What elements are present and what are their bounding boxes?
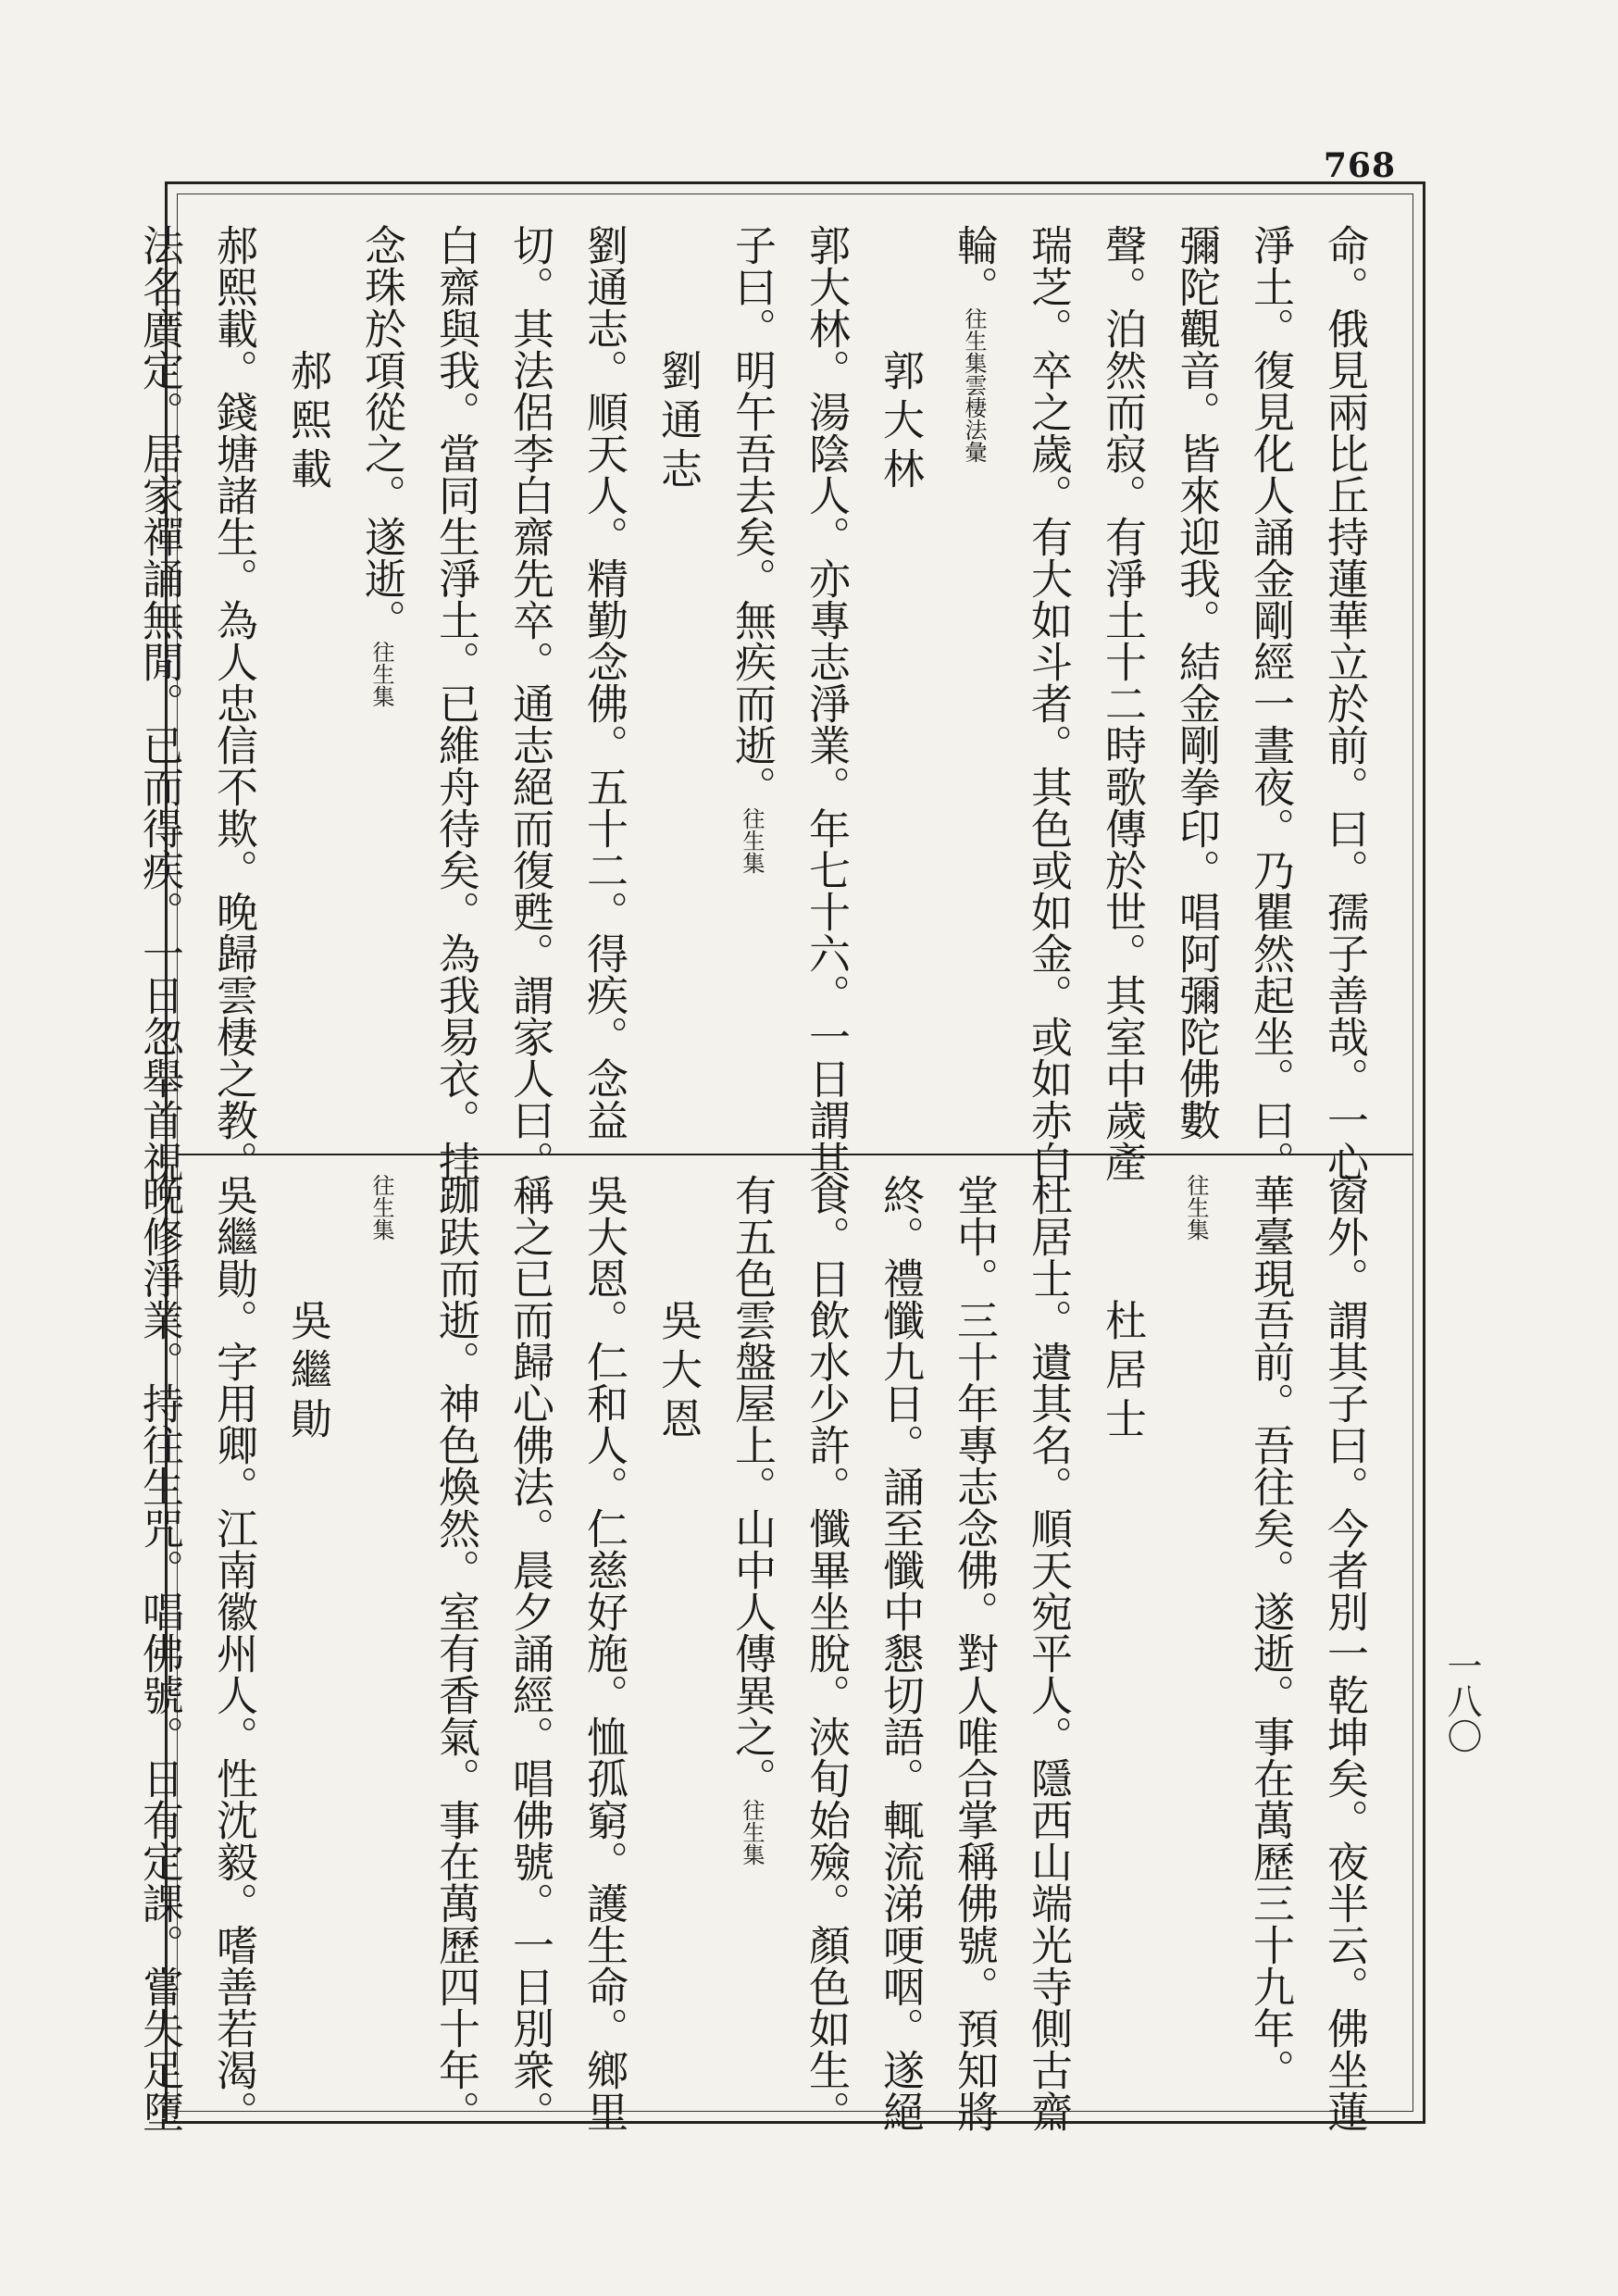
text-column	[789, 1174, 863, 2132]
entry-heading	[641, 224, 715, 1143]
column-text: 晚修淨業。持往生咒。唱佛號。日有定課。嘗失足墮	[135, 1174, 184, 2132]
column-text: 華臺現吾前。吾往矣。遂逝。事在萬歷三十九年。	[1246, 1174, 1295, 2090]
column-text: 念珠於項從之。遂逝。	[357, 224, 406, 641]
text-column	[715, 1174, 789, 2116]
text-column	[937, 224, 1011, 1143]
column-text: 杜居士。遺其名。順天宛平人。隱西山端光寺側古齋	[1024, 1174, 1073, 2132]
source-note: 往生集	[1183, 1174, 1209, 1241]
column-text: 劉通志。順天人。精勤念佛。五十二。得疾。念益	[579, 224, 629, 1141]
inner-border	[135, 193, 1413, 2132]
text-column	[122, 1174, 196, 2132]
column-text: 輪。	[950, 224, 999, 307]
column-text: 吳繼勛	[283, 1299, 332, 1446]
text-column	[196, 224, 270, 1182]
text-column	[1159, 224, 1233, 1143]
side-folio: 一八〇	[1441, 1648, 1482, 1753]
text-column	[863, 1174, 937, 2132]
column-text: 法名廣定。居家禪誦無閒。已而得疾。一日忽舉首視	[135, 224, 184, 1182]
column-text: 瑞芝。卒之歲。有大如斗者。其色或如金。或如赤白	[1024, 224, 1073, 1182]
column-text: 堂中。三十年專志念佛。對人唯合掌稱佛號。預知將	[950, 1174, 999, 2132]
text-column	[344, 224, 418, 1143]
text-column	[937, 1174, 1011, 2132]
column-text: 吳繼勛。字用卿。江南徽州人。性沈毅。嗜善若渴。	[209, 1174, 258, 2132]
bottom-text-block	[135, 1165, 1401, 2132]
column-text: 白齋與我。當同生淨土。已維舟待矣。為我易衣。挂	[431, 224, 480, 1182]
column-text: 命。俄見兩比丘持蓮華立於前。曰。孺子善哉。一心	[1320, 224, 1369, 1182]
page-frame	[135, 181, 1425, 2132]
text-column	[1159, 1174, 1233, 2116]
column-text: 終。禮懺九日。誦至懺中懇切語。輒流涕哽咽。遂絕	[876, 1174, 925, 2132]
text-column	[1085, 224, 1159, 1182]
text-column	[418, 1174, 492, 2132]
text-column	[492, 1174, 566, 2132]
text-column	[1233, 1174, 1307, 2116]
column-text: 跏趺而逝。神色煥然。室有香氣。事在萬歷四十年。	[431, 1174, 480, 2132]
entry-heading	[1085, 1174, 1159, 2116]
source-note: 往生集雲棲法彙	[961, 307, 987, 463]
column-text: 有五色雲盤屋上。山中人傳異之。	[728, 1174, 777, 1799]
text-column	[344, 1174, 418, 2116]
column-text: 聲。泊然而寂。有淨土十二時歌傳於世。其室中歲產	[1098, 224, 1147, 1182]
entry-heading	[641, 1174, 715, 2116]
text-column	[1233, 224, 1307, 1182]
column-text: 郝熙載	[283, 349, 332, 496]
column-text: 淨土。復見化人誦金剛經一晝夜。乃瞿然起坐。曰。	[1246, 224, 1295, 1182]
entry-heading	[863, 224, 937, 1143]
column-text: 郝熙載。錢塘諸生。為人忠信不欺。晚歸雲棲之教。	[209, 224, 258, 1182]
text-column	[492, 224, 566, 1182]
column-text: 吳大恩	[653, 1299, 703, 1446]
column-text: 郭大林	[876, 349, 925, 496]
column-text: 郭大林。湯陰人。亦專志淨業。年七十六。一日謂其	[802, 224, 851, 1182]
source-note: 往生集	[368, 641, 394, 707]
column-text: 杜居士	[1098, 1299, 1147, 1446]
column-text: 子曰。明午吾去矣。無疾而逝。	[728, 224, 777, 807]
column-text: 劉通志	[653, 349, 703, 496]
text-column	[1307, 1174, 1381, 2132]
text-column	[789, 224, 863, 1182]
text-column	[1011, 1174, 1085, 2132]
text-column	[196, 1174, 270, 2132]
column-text: 稱之已而歸心佛法。晨夕誦經。唱佛號。一日別衆。	[505, 1174, 554, 2132]
source-note: 往生集	[739, 1799, 765, 1866]
text-column	[418, 224, 492, 1182]
text-column	[566, 1174, 641, 2132]
column-text: 窗外。謂其子曰。今者別一乾坤矣。夜半云。佛坐蓮	[1320, 1174, 1369, 2132]
text-column	[566, 224, 641, 1143]
text-column	[1307, 224, 1381, 1182]
text-column	[1011, 224, 1085, 1182]
middle-divider	[178, 1154, 1413, 1155]
top-text-block	[135, 213, 1401, 1182]
text-column	[122, 224, 196, 1182]
source-note: 往生集	[739, 807, 765, 874]
column-text: 食。日飲水少許。懺畢坐脫。浹旬始殮。顏色如生。	[802, 1174, 851, 2132]
source-note: 往生集	[368, 1174, 394, 1241]
entry-heading	[270, 224, 344, 1143]
column-text: 吳大恩。仁和人。仁慈好施。恤孤窮。護生命。鄉里	[579, 1174, 629, 2132]
entry-heading	[270, 1174, 344, 2116]
text-column	[715, 224, 789, 1143]
column-text: 切。其法侶李白齋先卒。通志絕而復甦。謂家人曰。	[505, 224, 554, 1182]
column-text: 彌陀觀音。皆來迎我。結金剛拳印。唱阿彌陀佛數	[1172, 224, 1221, 1141]
page-number: 768	[1323, 146, 1396, 185]
